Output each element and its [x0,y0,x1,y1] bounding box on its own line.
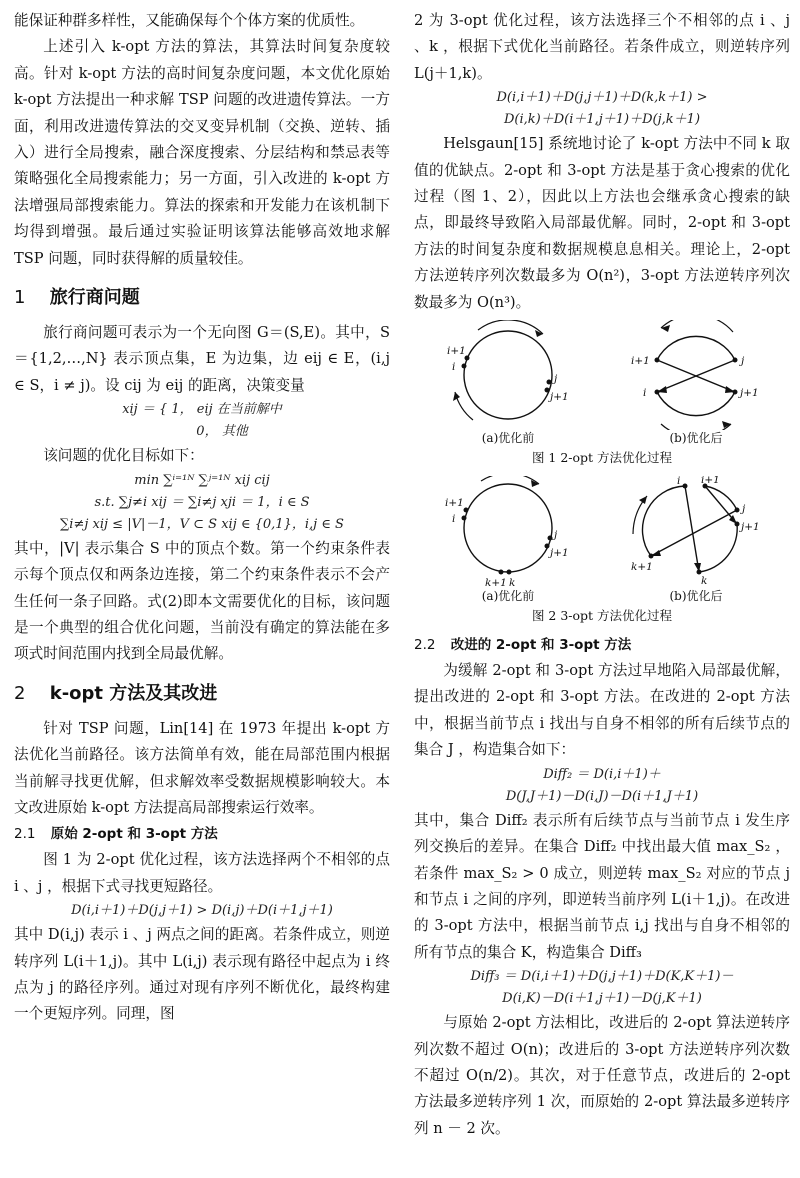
intro-paragraph-1: 能保证种群多样性，又能确保每个个体方案的优质性。 [14,12,365,29]
constraint-eq-1: s.t. ∑j≠i xij ＝ ∑i≠j xji ＝ 1，i ∈ S [94,494,310,510]
label-i-plus-1: i+1 [447,345,466,358]
improve-paragraph: 为缓解 2-opt 和 3-opt 方法过早地陷入局部最优解，提出改进的 2-opt 和 3-opt 方法。在改进的 2-opt 方法中，根据当前节点 i 找出与自身不相邻的所有后续节点的集合 J ，构造集合如下： [414,662,790,759]
label-i: i [452,361,456,374]
subsection-2-2-heading [414,634,790,656]
right-column [414,8,790,1142]
figure-2a-caption: (a)优化前 [481,589,535,604]
label-k: k [509,577,516,589]
label-i-plus-1: i+1 [701,476,720,487]
section-title: k-opt 方法及其改进 [49,682,218,704]
final-paragraph: 与原始 2-opt 方法相比，改进后的 2-opt 算法逆转序列次数不超过 O(n)；改进后的 3-opt 方法逆转序列次数不超过 O(n/2)。其次，对于任意节点，改进后的 2-opt 方法最多逆转序列 1 次，而原始的 2-opt 算法最多逆转序列 n － 2 次。 [414,1014,790,1137]
label-j: j [741,355,745,368]
label-j-plus-1: j+1 [741,521,760,534]
kopt-paragraph: 针对 TSP 问题，Lin[14] 在 1973 年提出 k-opt 方法优化当前路径。该方法简单有效，能在局部范围内根据当前解寻找更优解，但求解效率受数据规模影响较大。本文改进原始 k-opt 方法提高局部搜索运行效率。 [14,719,390,816]
constraint-eq-2: ∑i≠j xij ≤ |V|－1，V ⊂ S xij ∈ {0,1}，i,j ∈ S [60,516,344,532]
diff2-eq-2: D(J,J＋1)－D(i,J)－D(i＋1,J＋1) [505,788,699,804]
figure-1-caption: 图 1 2-opt 方法优化过程 [531,450,673,466]
label-j: j [554,373,558,386]
diff3-eq-1: Diff₃ ＝ D(i,i＋1)＋D(j,j＋1)＋D(K,K＋1)－ [470,969,734,985]
subsection-title: 原始 2-opt 和 3-opt 方法 [50,826,218,843]
helsgaun-paragraph: Helsgaun[15] 系统地讨论了 k-opt 方法中不同 k 取值的优缺点。2-opt 和 3-opt 方法是基于贪心搜索的优化过程（图 1、2），因此以上方法也会继承贪心搜索的缺点，即最终导致陷入局部最优解。同时，2-opt 和 3-opt 方法的时间复杂度和数据规模息息相关。理论上，2-opt 方法逆转序列次数最多为 O(n²)，3-opt 方法逆转序列次数最多为 O(n³)。 [414,135,790,311]
2opt-paragraph-2: 其中 D(i,j) 表示 i 、j 两点之间的距离。若条件成立，则逆转序列 L(i＋1,j)。其中 L(i,j) 表示现有路径中起点为 i 终点为 j 的路径序列。通过对现有序列不断优化，最终构建一个更短序列。同理，图 [14,926,390,1023]
section-1-heading [14,286,390,310]
label-i-plus-1: i+1 [445,497,464,510]
figure-1b [611,320,781,446]
label-j-plus-1: j+1 [550,391,569,404]
label-j: j [742,503,746,516]
figure-2a [423,476,593,604]
subsection-number: 2.1 [14,826,36,843]
decision-variable-eq-2: 0， 其他 [196,424,248,440]
subsection-number: 2.2 [414,637,436,654]
2opt-condition-eq: D(i,i＋1)＋D(j,j＋1) > D(i,j)＋D(i＋1,j＋1) [71,903,333,919]
tsp-paragraph-1: 旅行商问题可表示为一个无向图 G＝(S,E)。其中，S＝{1,2,…,N} 表示顶点集，E 为边集，边 eij ∈ E，(i,j ∈ S，i ≠ j)。设 cij 为 eij 的距离，决策变量 [14,324,390,394]
intro-paragraph-2: 上述引入 k-opt 方法的算法，其算法时间复杂度较高。针对 k-opt 方法的高时间复杂度问题，本文优化原始 k-opt 方法提出一种求解 TSP 问题的改进遗传算法。一方面，利用改进遗传算法的交叉变异机制（交换、逆转、插入）进行全局搜索，融合深度搜索、分层结构和禁忌表等策略强化全局搜索能力；另一方面，引入改进的 k-opt 方法增强局部搜索能力。算法的探索和开发能力在该机制下均得到增强。最后通过实验证明该算法能够高效地求解 TSP 问题，同时获得解的质量较佳。 [14,38,390,267]
label-j: j [554,529,558,542]
2opt-after-diagram [621,320,771,430]
label-j-plus-1: j+1 [740,387,759,400]
label-k-plus-1: k+1 [485,577,507,589]
improve-paragraph-2: 其中，集合 Diff₂ 表示所有后续节点与当前节点 i 发生序列交换后的差异。在集合 Diff₂ 中找出最大值 max_S₂ ，若条件 max_S₂ > 0 成立，则逆转 max_S₂ 对应的节点 j 和节点 i 之间的序列，即逆转当前序列 L(i＋1,j)。在改进的 3-opt 方法中，根据当前节点 i,j 找出与自身不相邻的所有节点的集合 K，构造集合 Diff₃ [414,811,790,961]
left-column [14,8,390,1028]
label-i: i [677,476,681,488]
subsection-title: 改进的 2-opt 和 3-opt 方法 [450,637,632,654]
3opt-condition-eq-2: D(i,k)＋D(i＋1,j＋1)＋D(j,k＋1) [503,112,701,128]
label-i-plus-1: i+1 [631,355,650,368]
section-title: 旅行商问题 [49,287,140,309]
figure-2b-caption: (b)优化后 [669,589,723,604]
2opt-before-diagram [433,320,583,430]
label-i: i [452,513,456,526]
section-2-heading [14,682,390,706]
figure-2b [611,476,781,604]
diff3-eq-2: D(i,K)－D(i＋1,j＋1)－D(j,K＋1) [502,991,702,1007]
figure-1 [414,320,790,446]
tsp-paragraph-2: 其中，|V| 表示集合 S 中的顶点个数。第一个约束条件表示每个顶点仅和两条边连接，第二个约束条件表示不会产生任何一条子回路。式(2)即本文需要优化的目标，该问题是一个典型的组合优化问题，当前没有确定的算法能在多项式时间范围内找到全局最优解。 [14,539,390,663]
objective-eq: min ∑ⁱ⁼¹ᴺ ∑ʲ⁼¹ᴺ xij cij [134,472,270,488]
label-k-plus-1: k+1 [631,561,653,574]
subsection-2-1-heading [14,823,390,845]
decision-variable-eq-1: xij ＝ { 1， eij 在当前解中 [122,402,282,418]
2opt-paragraph: 图 1 为 2-opt 优化过程，该方法选择两个不相邻的点 i 、j ，根据下式寻找更短路径。 [14,851,390,895]
figure-1b-caption: (b)优化后 [669,431,723,446]
section-number: 2 [14,682,26,704]
label-j-plus-1: j+1 [550,547,569,560]
figure-2 [414,476,790,604]
3opt-after-diagram [621,476,771,588]
goal-text: 该问题的优化目标如下： [43,447,204,465]
label-i: i [643,387,647,400]
3opt-paragraph: 2 为 3-opt 优化过程，该方法选择三个不相邻的点 i 、j 、k ，根据下式优化当前路径。若条件成立，则逆转序列 L(j＋1,k)。 [414,12,790,82]
3opt-before-diagram [433,476,583,588]
3opt-condition-eq-1: D(i,i＋1)＋D(j,j＋1)＋D(k,k＋1) > [496,90,708,106]
diff2-eq-1: Diff₂ ＝ D(i,i＋1)＋ [543,766,661,782]
label-k: k [701,575,708,588]
figure-1a [423,320,593,446]
figure-1a-caption: (a)优化前 [481,431,535,446]
figure-2-caption: 图 2 3-opt 方法优化过程 [531,608,673,624]
section-number: 1 [14,287,26,309]
